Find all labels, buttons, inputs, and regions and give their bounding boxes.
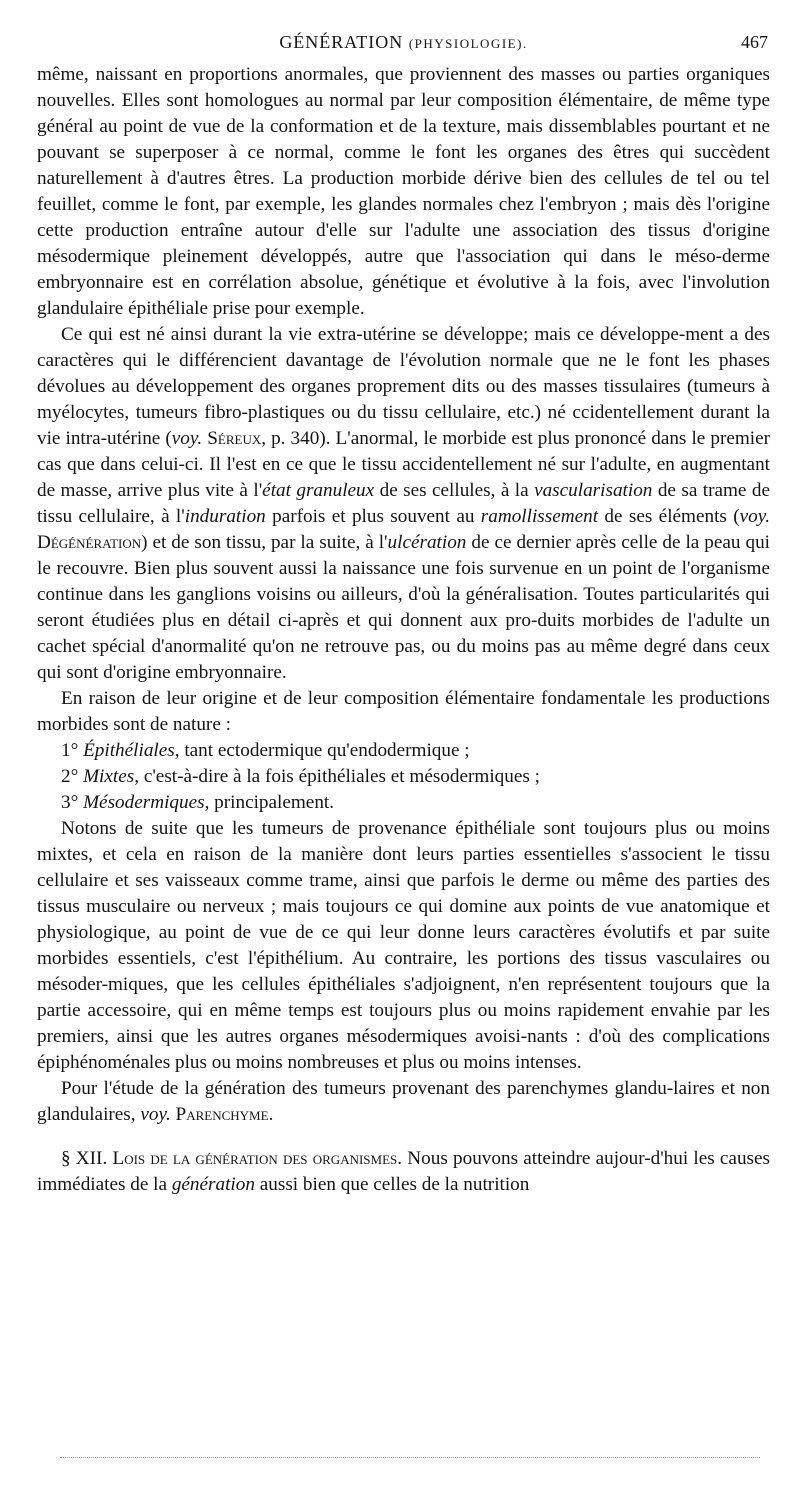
- running-title: [37, 32, 770, 53]
- body-text: [37, 62, 770, 1198]
- list-item-2: 2° Mixtes, c'est-à-dire à la fois épithéliales et mésodermiques ;: [61, 766, 540, 787]
- header-title-main: GÉNÉRATION: [279, 32, 404, 52]
- paragraph-1: même, naissant en proportions anormales, que proviennent des masses ou parties organiques nouvelles. Elles sont homologues au normal par leur composition élémentaire, de même type général au point de vue de la conformation et de la texture, mais dissemblables pourtant et ne pouvant se superposer à ce normal, comme le font les organes des êtres qui succèdent naturellement à d'autres êtres. La production morbide dérive bien des cellules de tel ou tel feuillet, comme le font, par exemple, les glandes normales chez l'embryon ; mais dès l'origine cette production entraîne autour d'elle sur l'adulte une association des tissus d'origine mésodermique pleinement développés, autre que l'association qui dans le méso-derme embryonnaire est en corrélation absolue, génétique et évolutive à la fois, avec l'involution glandulaire épithéliale prise pour exemple.: [37, 64, 770, 319]
- page-number: 467: [741, 32, 768, 52]
- paragraph-4: Notons de suite que les tumeurs de provenance épithéliale sont toujours plus ou moins mixtes, et cela en raison de la manière dont leurs parties essentielles s'associent le tissu cellulaire et ses vaisseaux comme trame, ainsi que parfois le derme ou même des parties des tissus musculaire ou nerveux ; mais toujours ce qui domine aux points de vue anatomique et physiologique, au point de vue de ce qui leur donne leurs caractères évolutifs et par suite morbides essentiels, c'est l'épithélium. Au contraire, les portions des tissus vasculaires ou mésoder-miques, que les cellules épithéliales s'adjoignent, n'en représentent toujours que la partie accessoire, qui en même temps est toujours plus ou moins rapidement envahie par les premiers, ainsi que les autres organes mésodermiques avoisi-nants : d'où des complications épiphénoménales plus ou moins nombreuses et plus ou moins intenses.: [37, 818, 770, 1073]
- document-page: [37, 28, 770, 1198]
- paragraph-2: Ce qui est né ainsi durant la vie extra-utérine se développe; mais ce développe-ment a des caractères qui le différencient davantage de l'évolution normale que ne le font les phases dévolues au développement des organes proprement dits ou des masses tissulaires (tumeurs à myélocytes, tumeurs fibro-plastiques ou du tissu cellulaire, etc.) né ccidentellement durant la vie intra-utérine (voy. Séreux, p. 340). L'anormal, le morbide est plus prononcé dans le premier cas que dans celui-ci. Il l'est en ce que le tissu accidentellement né sur l'adulte, en augmentant de masse, arrive plus vite à l'état granuleux de ses cellules, à la vascularisation de sa trame de tissu cellulaire, à l'induration parfois et plus souvent au ramollissement de ses éléments (voy. Dégénération) et de son tissu, par la suite, à l'ulcération de ce dernier après celle de la peau qui le recouvre. Bien plus souvent aussi la naissance une fois survenue en un point de l'organisme continue dans les ganglions voisins ou ailleurs, d'où la généralisation. Toutes particularités qui seront étudiées plus en détail ci-après et qui donnent aux pro-duits morbides de l'adulte un cachet spécial d'anormalité qu'on ne retrouve pas, ou du moins pas au même degré dans ceux qui sont d'origine embryonnaire.: [37, 324, 771, 683]
- header-title-sub: (PHYSIOLOGIE).: [408, 36, 528, 51]
- running-header: [37, 28, 770, 58]
- list-item-1: 1° Épithéliales, tant ectodermique qu'endodermique ;: [61, 740, 470, 761]
- section-heading: Lois de la génération des organismes.: [112, 1148, 403, 1169]
- paragraph-3: En raison de leur origine et de leur composition élémentaire fondamentale les productions morbides sont de nature :: [37, 688, 770, 735]
- paragraph-5: Pour l'étude de la génération des tumeurs provenant des parenchymes glandu-laires et non glandulaires, voy. Parenchyme.: [37, 1078, 770, 1125]
- section-xii: § XII. Lois de la génération des organismes. Nous pouvons atteindre aujour-d'hui les causes immédiates de la génération aussi bien que celles de la nutrition: [37, 1148, 770, 1195]
- list-item-3: 3° Mésodermiques, principalement.: [61, 792, 335, 813]
- footer-rule: [60, 1457, 760, 1458]
- section-number: § XII.: [61, 1148, 108, 1169]
